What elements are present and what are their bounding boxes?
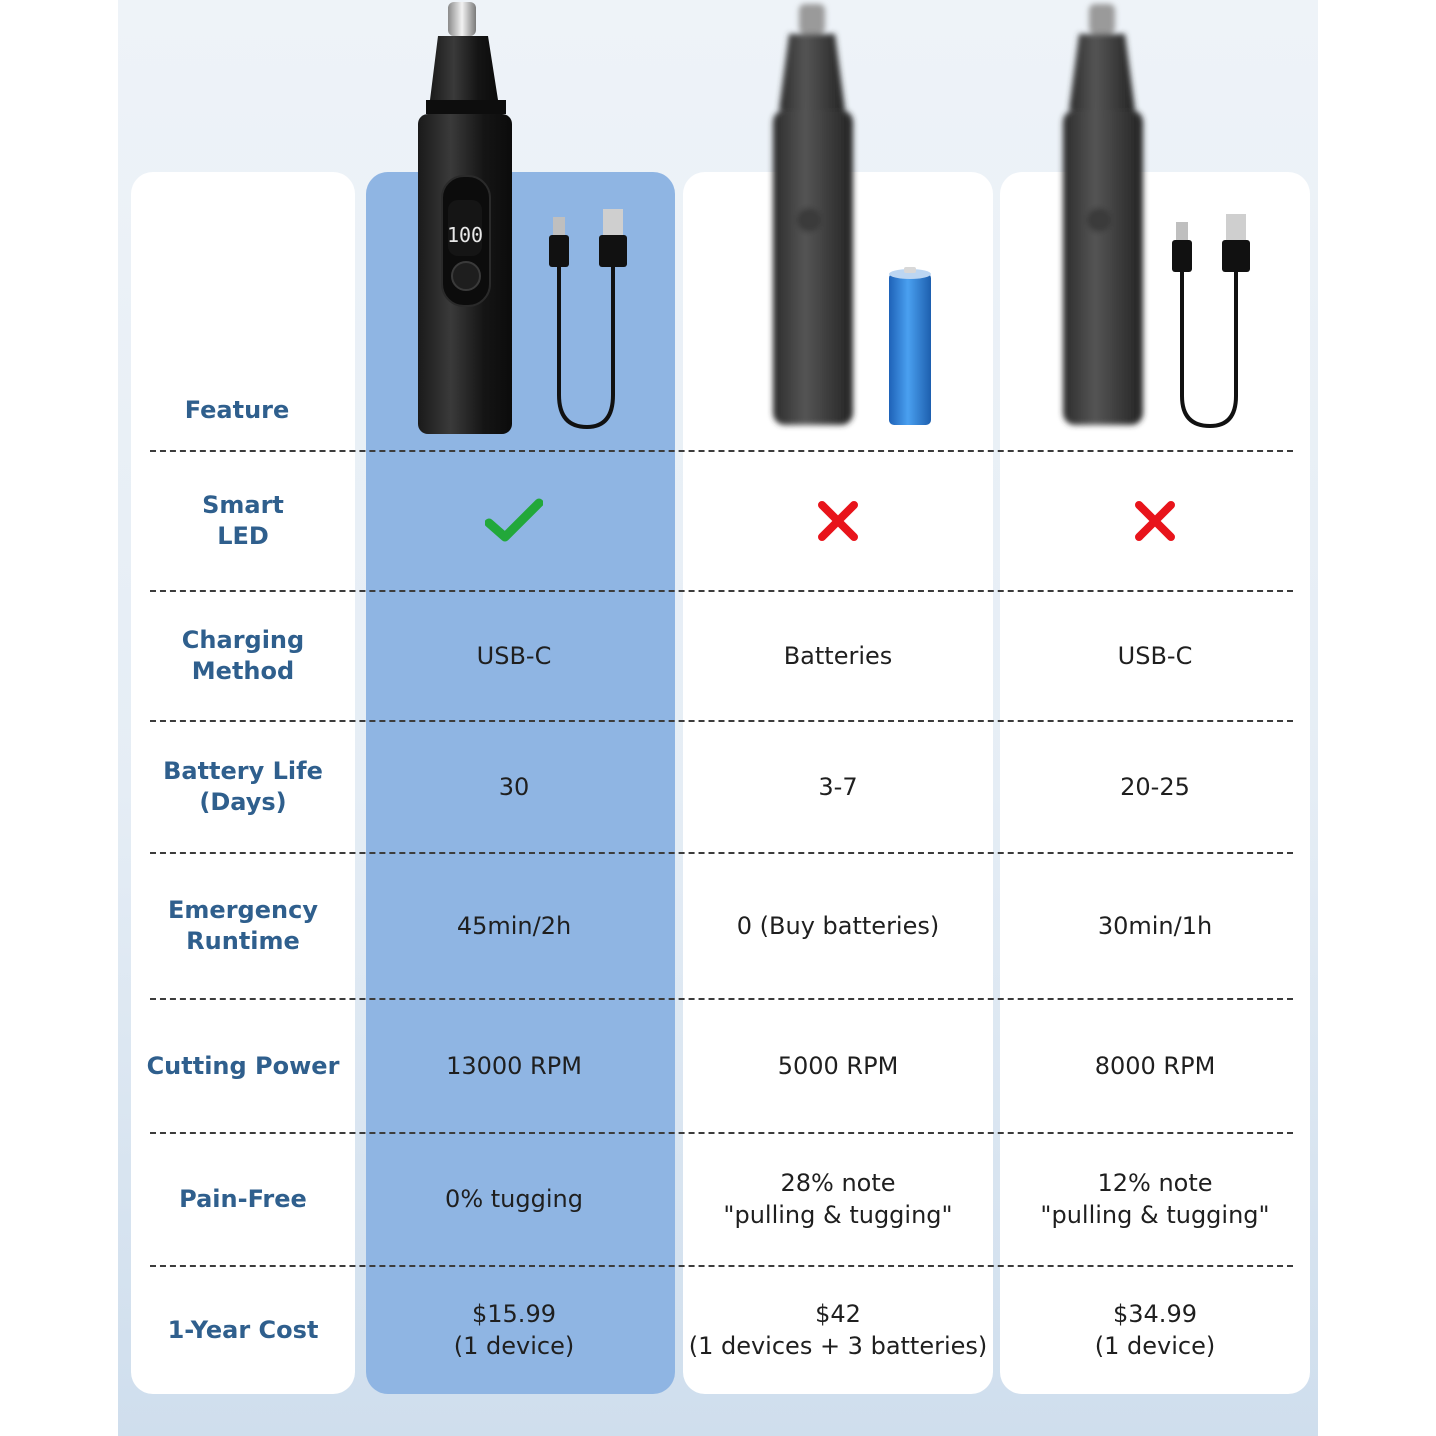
charging-competitor-b: Batteries xyxy=(783,642,893,670)
row-label-one-year-cost: 1-Year Cost xyxy=(167,1315,319,1344)
one-year-cost-competitor-c: $34.99 (1 device) xyxy=(1094,1300,1216,1360)
featured-trimmer-image xyxy=(410,0,520,440)
battery-image xyxy=(885,265,935,430)
cutting-power-competitor-b: 5000 RPM xyxy=(777,1052,899,1080)
competitor-c-cable-image xyxy=(1168,210,1258,435)
one-year-cost-competitor-b: $42 (1 devices + 3 batteries) xyxy=(688,1300,988,1360)
charging-featured: USB-C xyxy=(476,642,552,670)
feature-header-label: Feature xyxy=(184,395,290,424)
battery-life-competitor-c: 20-25 xyxy=(1120,773,1190,801)
pain-free-competitor-b: 28% note "pulling & tugging" xyxy=(723,1169,953,1229)
row-label-pain-free: Pain-Free xyxy=(179,1184,307,1213)
battery-life-competitor-b: 3-7 xyxy=(818,773,858,801)
one-year-cost-featured: $15.99 (1 device) xyxy=(453,1300,575,1360)
emergency-runtime-competitor-c: 30min/1h xyxy=(1097,912,1213,940)
svg-text:100: 100 xyxy=(446,223,484,247)
charging-competitor-c: USB-C xyxy=(1117,642,1193,670)
cutting-power-featured: 13000 RPM xyxy=(446,1052,582,1080)
competitor-b-trimmer-image xyxy=(765,0,860,430)
cross-icon xyxy=(816,499,860,543)
smart-led-featured xyxy=(366,452,662,590)
cutting-power-competitor-c: 8000 RPM xyxy=(1094,1052,1216,1080)
usb-c-cable-image xyxy=(545,205,635,435)
emergency-runtime-featured: 45min/2h xyxy=(456,912,572,940)
pain-free-featured: 0% tugging xyxy=(445,1185,583,1213)
row-label-charging-method: Charging Method xyxy=(181,626,305,685)
row-label-battery-life: Battery Life (Days) xyxy=(163,757,323,816)
row-label-smart-led: Smart LED xyxy=(202,491,284,550)
cross-icon xyxy=(1133,499,1177,543)
competitor-c-trimmer-image xyxy=(1055,0,1150,430)
pain-free-competitor-c: 12% note "pulling & tugging" xyxy=(1040,1169,1270,1229)
row-label-cutting-power: Cutting Power xyxy=(146,1051,340,1080)
row-label-emergency-runtime: Emergency Runtime xyxy=(168,896,318,955)
emergency-runtime-competitor-b: 0 (Buy batteries) xyxy=(736,912,940,940)
check-icon xyxy=(485,497,543,545)
smart-led-competitor-c xyxy=(1000,452,1310,590)
battery-life-featured: 30 xyxy=(498,773,530,801)
smart-led-competitor-b xyxy=(683,452,993,590)
